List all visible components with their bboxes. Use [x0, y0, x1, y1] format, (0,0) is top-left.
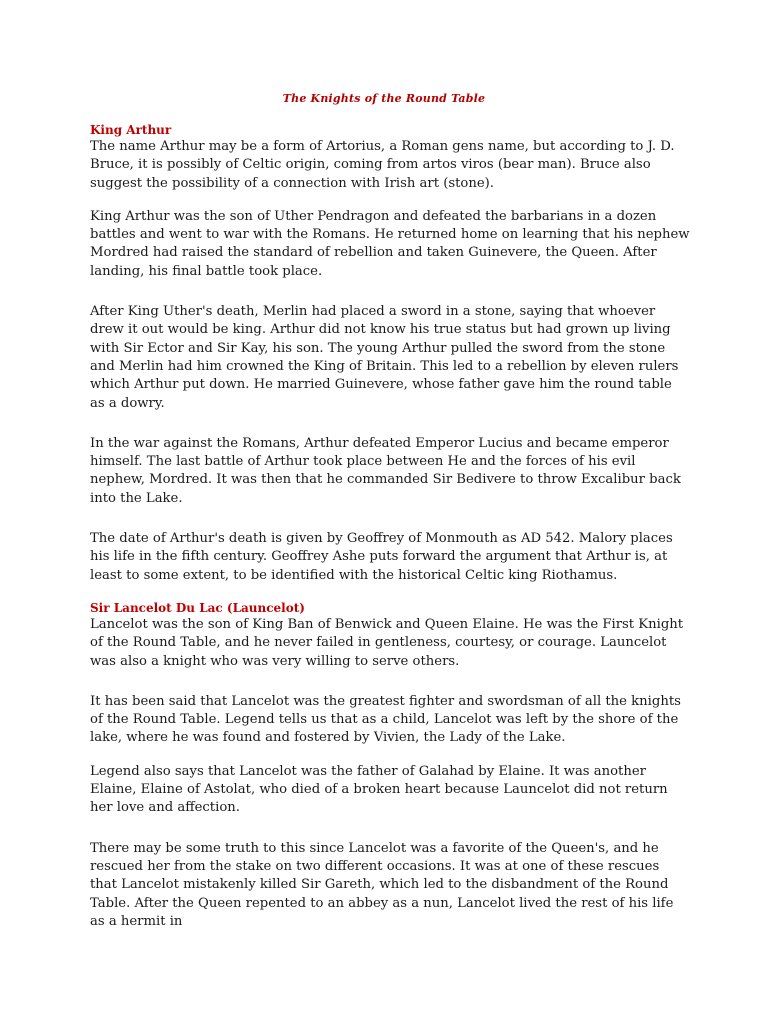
section-king-arthur: [90, 122, 690, 585]
paragraph: The date of Arthur's death is given by Geoffrey of Monmouth as AD 542. Malory places his life in the fifth century. Geoffrey Ashe puts forward the argument that Arthur is, at least to some extent, to be identified with the historical Celtic king Riothamus.: [90, 531, 673, 583]
paragraph: It has been said that Lancelot was the greatest fighter and swordsman of all the knights of the Round Table. Legend tells us that as a child, Lancelot was left by the shore of the lake, where he was found and fostered by Vivien, the Lady of the Lake.: [90, 693, 681, 746]
section-heading: Sir Lancelot Du Lac (Launcelot): [90, 600, 305, 615]
document-title: The Knights of the Round Table: [282, 92, 486, 105]
paragraph: In the war against the Romans, Arthur defeated Emperor Lucius and became emperor himself. The last battle of Arthur took place between He and the forces of his evil nephew, Mordred. It was then that he commanded Sir Bedivere to throw Excalibur back into the Lake.: [90, 435, 681, 506]
paragraph: King Arthur was the son of Uther Pendragon and defeated the barbarians in a dozen battles and went to war with the Romans. He returned home on learning that his nephew Mordred had raised the standard of rebellion and taken Guinevere, the Queen. After landing, his final battle took place.: [90, 208, 690, 279]
paragraph: After King Uther's death, Merlin had placed a sword in a stone, saying that whoever drew it out would be king. Arthur did not know his true status but had grown up living with Sir Ector and Sir Kay, his son. The young Arthur pulled the sword from the stone and Merlin had him crowned the King of Britain. This led to a rebellion by eleven rulers which Arthur put down. He married Guinevere, whose father gave him the round table as a dowry.: [90, 304, 679, 411]
paragraph: The name Arthur may be a form of Artorius, a Roman gens name, but according to J. D. Bruce, it is possibly of Celtic origin, coming from artos viros (bear man). Bruce also suggest the possibility of a connection with Irish art (stone).: [90, 139, 675, 191]
paragraph: Lancelot was the son of King Ban of Benwick and Queen Elaine. He was the First Knight of the Round Table, and he never failed in gentleness, courtesy, or courage. Launcelot was also a knight who was very willing to serve others.: [90, 616, 684, 669]
document-body: [90, 122, 690, 931]
section-sir-lancelot: [90, 600, 690, 931]
paragraph: There may be some truth to this since Lancelot was a favorite of the Queen's, and he rescued her from the stake on two different occasions. It was at one of these rescues that Lancelot mistakenly killed Sir Gareth, which led to the disbandment of the Round Table. After the Queen repented to an abbey as a nun, Lancelot lived the rest of his life as a hermit in: [90, 840, 674, 929]
section-heading: King Arthur: [90, 123, 172, 137]
paragraph: Legend also says that Lancelot was the father of Galahad by Elaine. It was another Elaine, Elaine of Astolat, who died of a broken heart because Launcelot did not return her love and affection.: [90, 763, 668, 816]
